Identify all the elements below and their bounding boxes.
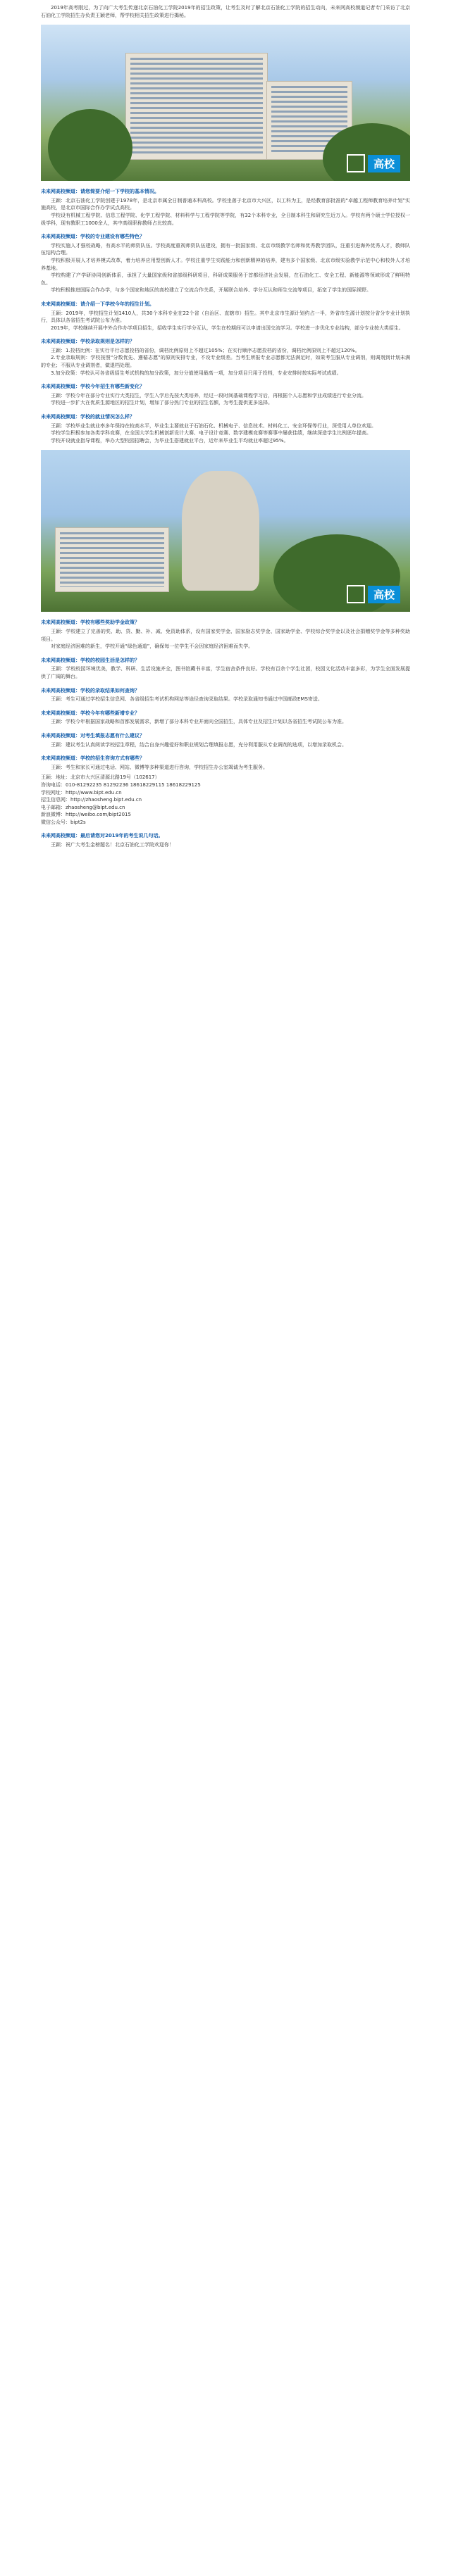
qa-section [41,233,410,294]
answer-paragraph: 3.加分政策：学校认可各省级招生考试机构的加分政策，加分分值使用最高一项，加分项目只用于投档，专业安排时按实际考试成绩。 [51,370,342,376]
watermark-text: 高校 [368,586,400,603]
answer-paragraph: 王颖：学校建立了完善的奖、助、贷、勤、补、减、免资助体系，设有国家奖学金、国家励志奖学金、国家助学金、学校综合奖学金以及社会捐赠奖学金等多种奖助项目。 [41,629,410,642]
question: 未来网高校频道：学校的专业建设有哪些特色？ [41,234,144,240]
watermark-logo-icon [347,154,365,172]
watermark [347,585,400,603]
question: 未来网高校频道：学校有哪些奖助学金政策？ [41,620,140,626]
contact-weibo-link[interactable]: 新浪微博：http://weibo.com/bipt2015 [41,812,131,818]
contact-wechat: 微信公众号：bipt2s [41,819,86,825]
answer-paragraph: 学校进一步扩大在优质生源地区的招生计划，增加了部分热门专业的招生名额，为考生提供更多选择。 [51,400,273,406]
question: 未来网高校频道：请您简要介绍一下学校的基本情况。 [41,189,159,195]
answer-paragraph: 学校实施人才强校战略，有高水平的师资队伍。学校高度重视师资队伍建设，拥有一批国家级、北京市级教学名师和优秀教学团队，注重引进海外优秀人才，教师队伍结构合理。 [41,242,410,256]
contact-phone: 咨询电话：010-81292235 81292236 18618229115 18618229125 [41,781,201,788]
building-image [125,53,268,160]
qa-section [41,710,410,726]
answer-paragraph: 2.专业录取规则：学校按照“分数优先、遵循志愿”的原则安排专业，不设专业级差。当考生所报专业志愿都无法满足时，如果考生服从专业调剂，则调剂到计划未满的专业；不服从专业调剂者，做退档处理。 [41,355,410,369]
answer-paragraph: 学校学生积极参加各类学科竞赛，在全国大学生机械创新设计大赛、电子设计竞赛、数学建模竞赛等赛事中屡获佳绩，继续深造学生比例逐年提高。 [51,430,371,436]
watermark-text: 高校 [368,155,400,172]
qa-sections-b [41,619,410,771]
qa-section [41,383,410,407]
question: 未来网高校频道：学校的录取结果如何查询？ [41,687,140,693]
question: 未来网高校频道：学校的就业情况怎么样？ [41,414,135,420]
tree-image [48,109,132,181]
question: 未来网高校频道：学校今年招生有哪些新变化？ [41,384,144,390]
answer-paragraph: 王颖：学校校园环境优美，教学、科研、生活设施齐全，图书馆藏书丰富，学生宿舍条件良好。学校有百余个学生社团，校园文化活动丰富多彩，为学生全面发展提供了广阔的舞台。 [41,666,410,679]
qa-section [41,413,410,444]
question: 未来网高校频道：对考生填报志愿有什么建议？ [41,732,144,739]
qa-section [41,687,410,703]
qa-section [41,619,410,650]
answer-paragraph: 王颖：考生可通过学校招生信息网、各省级招生考试机构网站等途径查询录取结果。学校录取通知书通过中国邮政EMS寄送。 [51,696,323,703]
campus-photo-2 [41,450,410,612]
question: 未来网高校频道：学校的校园生活是怎样的？ [41,657,140,663]
contact-email-link[interactable]: 电子邮箱：zhaosheng@bipt.edu.cn [41,804,125,810]
answer-paragraph: 王颖：1.投档比例：在实行平行志愿投档的省份，调档比例原则上不超过105%；在实行顺序志愿投档的省份，调档比例原则上不超过120%。 [51,347,360,353]
contact-address: 王颖：地址：北京市大兴区清源北路19号（102617） [41,774,160,781]
answer-paragraph: 王颖：考生和家长可通过电话、网站、微博等多种渠道进行咨询，学校招生办公室竭诚为考生服务。 [51,764,268,770]
contact-info [41,774,410,826]
qa-section [41,657,410,681]
answer-paragraph: 学校构建了产学研协同创新体系，承担了大量国家级和省部级科研项目，科研成果服务于首都经济社会发展，在石油化工、安全工程、新能源等领域形成了鲜明特色。 [41,272,410,286]
answer-paragraph: 学校设有机械工程学院、信息工程学院、化学工程学院、材料科学与工程学院等学院，有32个本科专业，全日制本科生和研究生近万人。学校有两个硕士学位授权一级学科，现有教职工1000余人，其中高级职称教师占比较高。 [41,212,410,226]
answer-paragraph: 王颖：学校今年根据国家战略和首都发展需求，新增了部分本科专业并面向全国招生，具体专业及招生计划以各省招生考试院公布为准。 [51,719,347,725]
watermark-logo-icon [347,585,365,603]
answer-paragraph: 学校积极推进国际合作办学，与多个国家和地区的高校建立了交流合作关系，开展联合培养、学分互认和师生交流等项目，拓宽了学生的国际视野。 [51,287,371,294]
sculpture-image [182,471,259,591]
qa-section [41,301,410,332]
question: 未来网高校频道：请介绍一下学校今年的招生计划。 [41,301,154,307]
article [0,4,451,849]
qa-section [41,755,410,771]
qa-sections-a [41,188,410,444]
question: 未来网高校频道：学校今年有哪些新增专业？ [41,710,140,716]
contact-admission-site-link[interactable]: 招生信息网：http://zhaosheng.bipt.edu.cn [41,797,142,803]
question: 未来网高校频道：学校录取规则是怎样的？ [41,339,135,345]
answer-paragraph: 王颖：学校今年在部分专业实行大类招生，学生入学后先按大类培养，经过一段时间基础课程学习后，再根据个人志愿和学业成绩进行专业分流。 [51,392,366,398]
answer-paragraph: 2019年，学校继续开展中外合作办学项目招生，招收学生实行学分互认，学生在校期间可以申请出国交流学习。学校进一步优化专业结构，部分专业按大类招生。 [51,325,404,331]
qa-section [41,338,410,377]
question: 未来网高校频道：学校的招生咨询方式有哪些？ [41,755,144,762]
article-intro: 2019年高考刚过，为了向广大考生传递北京石油化工学院2019年的招生政策，让考生及时了解北京石油化工学院的招生动向，未来网高校频道记者专门采访了北京石油化工学院招生办负责王颖老师，帮学校相关招生政策进行揭秘。 [41,5,410,18]
qa-section [41,732,410,748]
answer-paragraph: 学校积极开展人才培养模式改革，着力培养应用型创新人才。学校注重学生实践能力和创新精神的培养，建有多个国家级、北京市级实验教学示范中心和校外人才培养基地。 [41,257,410,271]
answer-paragraph: 王颖：建议考生认真阅读学校招生章程，结合自身兴趣爱好和职业规划合理填报志愿，充分利用服从专业调剂的选项，以增加录取机会。 [51,741,347,748]
answer-paragraph: 对家庭经济困难的新生，学校开通“绿色通道”，确保每一位学生不会因家庭经济困难而失学。 [51,643,254,650]
answer-paragraph: 王颖：北京石油化工学院创建于1978年，是北京市属全日制普通本科高校。学校坐落于北京市大兴区，以工科为主，是经教育部批准的“卓越工程师教育培养计划”实施高校，是北京市国际合作办学试点高校。 [41,197,410,211]
qa-section [41,188,410,227]
closing-question: 未来网高校频道：最后请您对2019年的考生说几句话。 [41,833,163,839]
answer-paragraph: 王颖：学校毕业生就业率多年保持在较高水平，毕业生主要就业于石油石化、机械电子、信息技术、材料化工、安全环保等行业，深受用人单位欢迎。 [51,422,376,429]
campus-photo-1 [41,25,410,181]
answer-paragraph: 学校开设就业指导课程，举办大型校园招聘会，为毕业生搭建就业平台，近年来毕业生平均就业率超过95%。 [51,437,289,444]
closing-answer: 王颖：祝广大考生金榜题名！北京石油化工学院欢迎你！ [51,842,174,848]
contact-website-link[interactable]: 学校网址：http://www.bipt.edu.cn [41,789,122,796]
answer-paragraph: 王颖：2019年，学校招生计划1410人，共30个本科专业在22个省（自治区、直辖市）招生。其中北京市生源计划约占一半，外省市生源计划按分省分专业计划执行，具体以各省招生考试院公布为准。 [41,310,410,324]
watermark [347,154,400,172]
building-image [55,527,169,592]
